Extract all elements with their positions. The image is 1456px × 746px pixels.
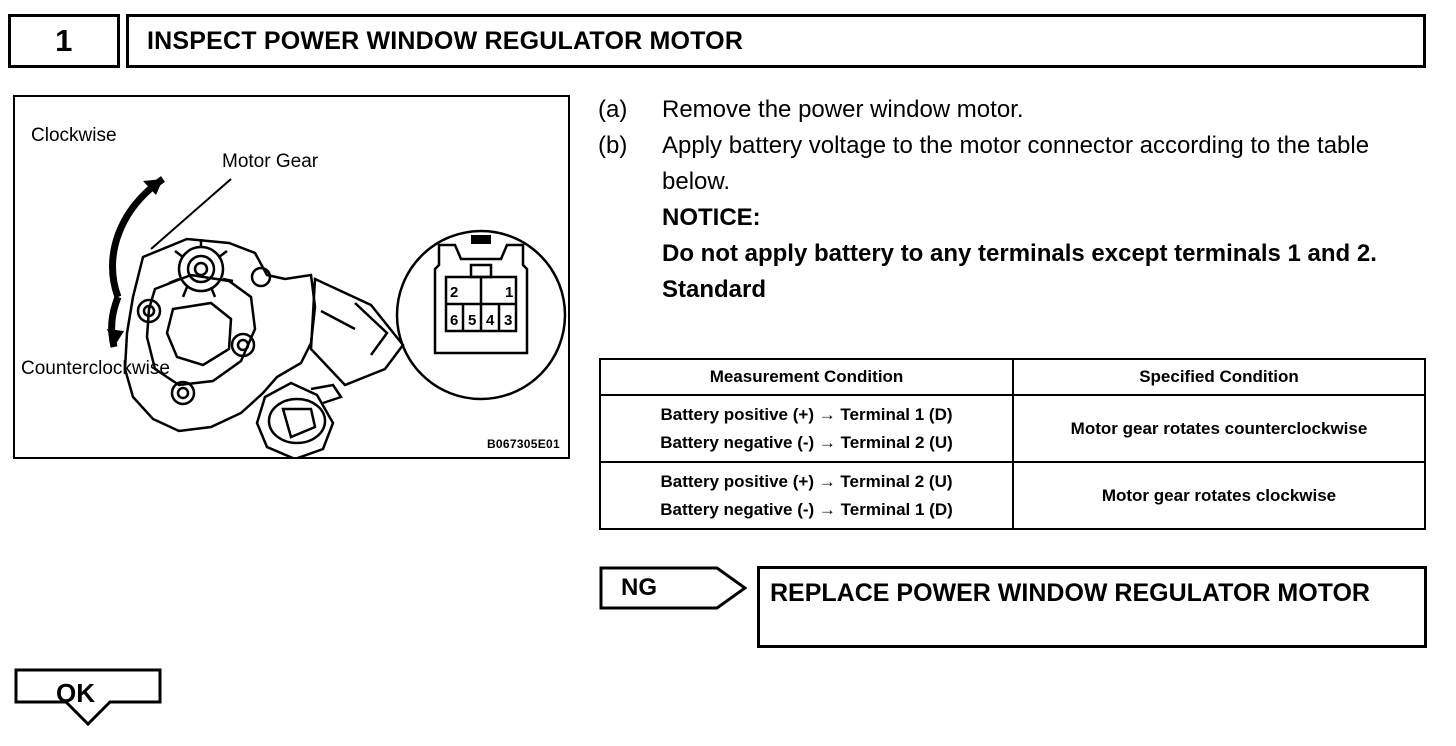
table-header-specified-condition: Specified Condition (1013, 359, 1425, 395)
condition-line-2a: Battery positive (+) → Terminal 2 (U) (660, 471, 953, 491)
figure-label-counterclockwise: Counterclockwise (21, 358, 170, 379)
procedure-text-b: Apply battery voltage to the motor connector according to the table below. (662, 132, 1370, 195)
svg-text:3: 3 (504, 312, 513, 329)
table-cell-measurement-condition-1 (600, 395, 1013, 462)
svg-text:1: 1 (505, 284, 514, 301)
step-number-box (8, 14, 120, 68)
notice-block (662, 200, 1428, 308)
step-number: 1 (55, 23, 73, 58)
table-header-row (600, 359, 1425, 395)
ng-result-branch (599, 566, 1427, 648)
step-title-box (126, 14, 1426, 68)
ng-tag (599, 566, 747, 610)
ok-label: OK (56, 678, 95, 708)
notice-text: Do not apply battery to any terminals except terminals 1 and 2. (662, 240, 1377, 267)
condition-line-1b: Battery negative (-) → Terminal 2 (U) (660, 432, 953, 452)
standard-label: Standard (662, 276, 767, 303)
procedure-marker-a: (a) (598, 96, 628, 123)
procedure-list (598, 92, 1428, 308)
table-cell-specified-condition-1: Motor gear rotates counterclockwise (1013, 395, 1425, 462)
table-row (600, 462, 1425, 529)
table-cell-specified-condition-2: Motor gear rotates clockwise (1013, 462, 1425, 529)
procedure-text-a: Remove the power window motor. (662, 96, 1024, 123)
condition-line-1a: Battery positive (+) → Terminal 1 (D) (660, 404, 953, 424)
specification-table (599, 358, 1426, 530)
figure-label-clockwise: Clockwise (31, 125, 117, 146)
figure-panel (13, 95, 570, 459)
svg-text:6: 6 (450, 312, 459, 329)
step-title: INSPECT POWER WINDOW REGULATOR MOTOR (147, 26, 744, 55)
procedure-item-b (598, 128, 1428, 200)
step-header (8, 14, 1426, 68)
svg-text:5: 5 (468, 312, 477, 329)
condition-line-2b: Battery negative (-) → Terminal 1 (D) (660, 499, 953, 519)
table-header-measurement-condition: Measurement Condition (600, 359, 1013, 395)
table-cell-measurement-condition-2 (600, 462, 1013, 529)
procedure-marker-b: (b) (598, 132, 628, 159)
ng-action-box: REPLACE POWER WINDOW REGULATOR MOTOR (757, 566, 1427, 648)
figure-code: B067305E01 (486, 437, 560, 451)
notice-heading: NOTICE: (662, 204, 761, 231)
figure-label-motor-gear: Motor Gear (222, 151, 319, 172)
ok-result-tag (14, 668, 162, 726)
table-row (600, 395, 1425, 462)
svg-text:4: 4 (486, 312, 495, 329)
procedure-item-a (598, 92, 1428, 128)
ng-label: NG (621, 574, 657, 601)
svg-text:2: 2 (450, 284, 459, 301)
